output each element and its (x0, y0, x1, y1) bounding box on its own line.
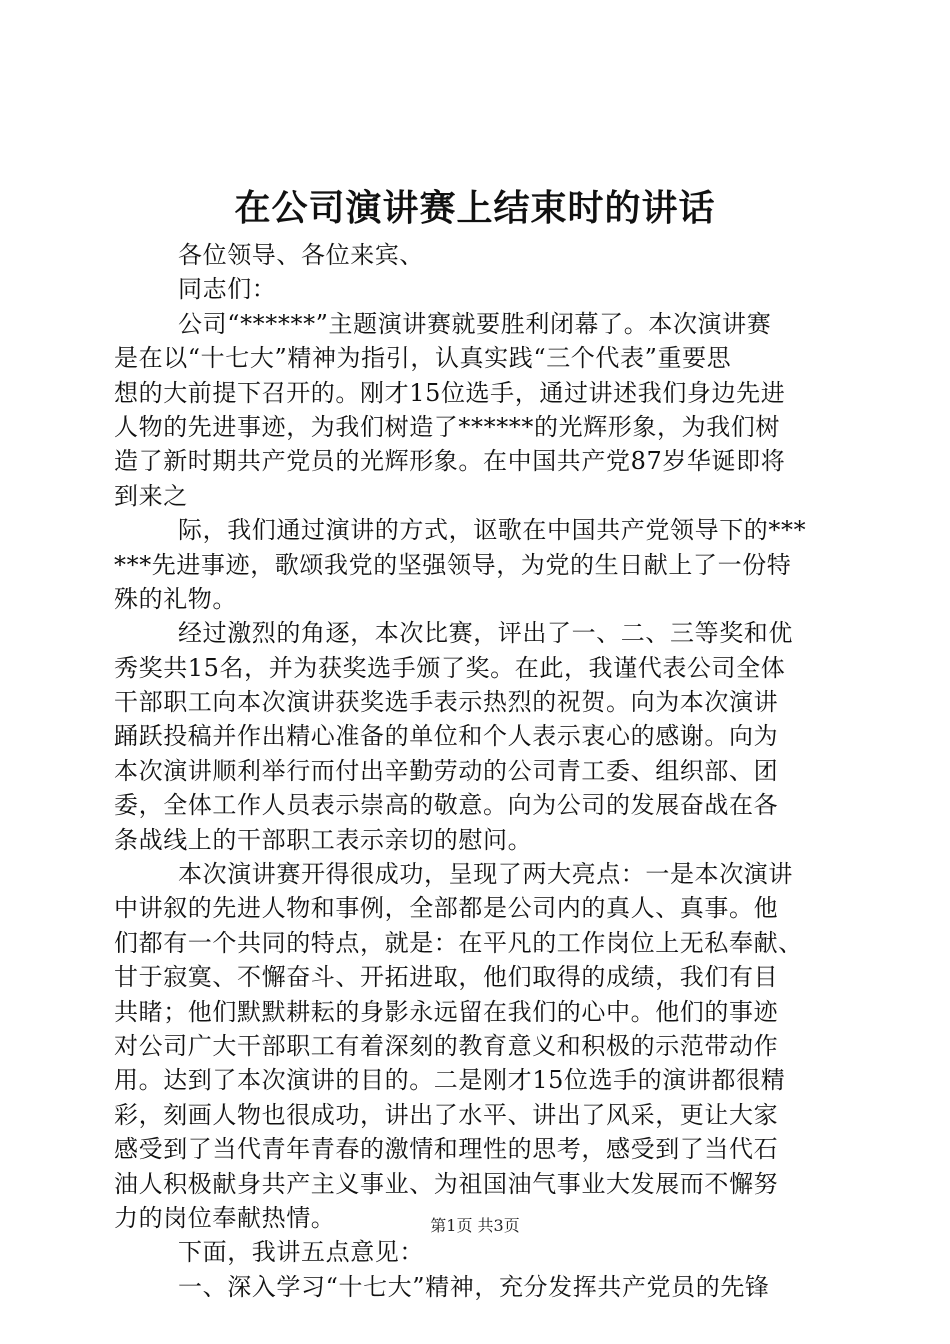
text-line: 用。达到了本次演讲的目的。二是刚才15位选手的演讲都很精 (114, 1066, 786, 1095)
text-line: 共睹；他们默默耕耘的身影永远留在我们的心中。他们的事迹 (114, 997, 779, 1026)
text-line: 中讲叙的先进人物和事例，全部都是公司内的真人、真事。他 (114, 894, 779, 923)
text-line: 一、深入学习“十七大”精神，充分发挥共产党员的先锋 (178, 1272, 770, 1301)
text-line: 条战线上的干部职工表示亲切的慰问。 (114, 825, 533, 854)
text-line: 力的岗位奉献热情。 (114, 1203, 336, 1232)
text-line: 们都有一个共同的特点，就是：在平凡的工作岗位上无私奉献、 (114, 928, 803, 957)
text-line: 人物的先进事迹，为我们树造了******的光辉形象，为我们树 (114, 412, 780, 441)
text-line: 秀奖共15名，并为获奖选手颁了奖。在此，我谨代表公司全体 (114, 653, 786, 682)
text-line: 想的大前提下召开的。刚才15位选手，通过讲述我们身边先进 (114, 378, 786, 407)
text-line: 殊的礼物。 (114, 584, 237, 613)
text-line: 本次演讲赛开得很成功，呈现了两大亮点：一是本次演讲 (178, 860, 793, 889)
text-line: 油人积极献身共产主义事业、为祖国油气事业大发展而不懈努 (114, 1169, 779, 1198)
text-line: 干部职工向本次演讲获奖选手表示热烈的祝贺。向为本次演讲 (114, 688, 779, 717)
text-line: 下面，我讲五点意见： (178, 1238, 424, 1267)
document-body (114, 238, 854, 1304)
document-title: 在公司演讲赛上结束时的讲话 (234, 187, 716, 229)
page-footer: 第1页 共3页 (430, 1216, 520, 1235)
text-line: 感受到了当代青年青春的激情和理性的思考，感受到了当代石 (114, 1135, 779, 1164)
text-line: 到来之 (114, 481, 188, 510)
text-line: 同志们： (178, 275, 277, 304)
text-line: 各位领导、各位来宾、 (178, 241, 424, 269)
text-line: 公司“******”主题演讲赛就要胜利闭幕了。本次演讲赛 (178, 309, 772, 338)
text-line: 委，全体工作人员表示崇高的敬意。向为公司的发展奋战在各 (114, 791, 779, 820)
text-line: ***先进事迹，歌颂我党的坚强领导，为党的生日献上了一份特 (114, 550, 792, 579)
text-line: 造了新时期共产党员的光辉形象。在中国共产党87岁华诞即将 (114, 447, 786, 476)
text-line: 本次演讲顺利举行而付出辛勤劳动的公司青工委、组织部、团 (114, 756, 779, 785)
text-line: 踊跃投稿并作出精心准备的单位和个人表示衷心的感谢。向为 (114, 722, 779, 751)
text-line: 际，我们通过演讲的方式，讴歌在中国共产党领导下的*** (178, 516, 807, 545)
text-line: 对公司广大干部职工有着深刻的教育意义和积极的示范带动作 (114, 1031, 779, 1060)
text-line: 甘于寂寞、不懈奋斗、开拓进取，他们取得的成绩，我们有目 (114, 963, 779, 992)
text-line: 是在以“十七大”精神为指引，认真实践“三个代表”重要思 (114, 344, 732, 373)
text-line: 彩，刻画人物也很成功，讲出了水平、讲出了风采，更让大家 (114, 1100, 779, 1129)
text-line: 经过激烈的角逐，本次比赛，评出了一、二、三等奖和优 (178, 619, 793, 648)
